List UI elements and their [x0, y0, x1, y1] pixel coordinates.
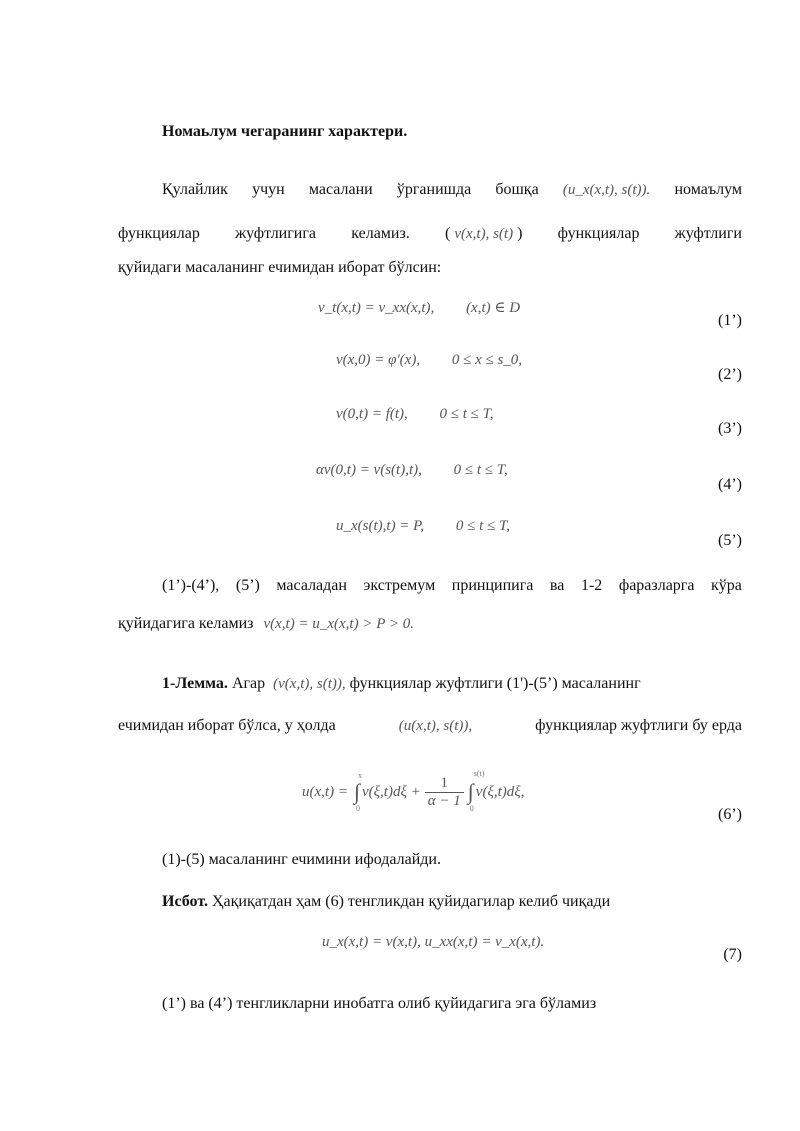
text-word: келамиз. — [351, 225, 410, 242]
inline-formula: (u_x(x,t), s(t)). — [562, 182, 651, 198]
inline-formula: v(x,t), s(t) — [454, 226, 514, 242]
text-word: ) — [517, 225, 523, 242]
inline-formula: (v(x,t), s(t)), — [273, 676, 346, 692]
integral-sign: ∫ s(t) 0 — [467, 769, 485, 813]
equation-6: u(x,t) = ∫ x 0 v(ξ,t)dξ + $\frac{1}{\alpha - 1}$ ∫ s(t) 0 v(ξ,t)dξ, — [302, 769, 525, 813]
text-word: ( — [445, 225, 451, 242]
paragraph-3: қуйидаги масаланинг ечимидан иборат бўлсин: — [118, 259, 442, 276]
lemma-label: 1-Лемма. — [162, 675, 228, 692]
text-word: ва — [549, 577, 565, 594]
proof-label: Исбот. — [162, 893, 208, 910]
text-word: Қулайлик — [162, 181, 228, 198]
section-heading: Номаьлум чегаранинг характери. — [162, 123, 408, 140]
text-word: Агар — [231, 675, 266, 692]
text-word: экстремум — [363, 577, 436, 594]
paragraph-2-line — [118, 224, 742, 244]
fraction: $\frac{1}{\alpha - 1}$ — [425, 775, 464, 810]
text-word: жуфтлиги — [674, 225, 742, 242]
inline-formula: (u(x,t), s(t)), — [398, 718, 473, 734]
text-word: функциялар — [118, 225, 200, 242]
text-word: ўрганишда — [396, 181, 472, 198]
inline-formula: v(x,t) = u_x(x,t) > P > 0. — [263, 616, 414, 632]
equation-1: v_t(x,t) = v_xx(x,t), (x,t) ∈ D — [318, 300, 521, 316]
text-run: функциялар жуфтлиги бу ерда — [535, 717, 742, 734]
equation-5: u_x(s(t),t) = P, 0 ≤ t ≤ T, — [336, 518, 511, 534]
text-run: қуйидагига келамиз — [118, 615, 254, 632]
paragraph-6-line — [118, 716, 742, 736]
equation-number: (2’) — [718, 366, 742, 383]
text-word: масалани — [308, 181, 373, 198]
text-run: ечимидан иборат бўлса, у ҳолда — [118, 717, 336, 734]
text-word: 1-2 — [580, 577, 603, 594]
text-word: жуфтлигига — [235, 225, 317, 242]
equation-number: (3’) — [718, 420, 742, 437]
equation-number: (1’) — [718, 312, 742, 329]
text-word: учун — [252, 181, 285, 198]
paragraph-1-line — [162, 180, 742, 200]
text-word: (1’)-(4’), — [162, 577, 220, 594]
lemma-line — [162, 674, 742, 694]
text-word: (5’) — [235, 577, 260, 594]
text-word: фаразларга — [618, 577, 695, 594]
equation-number: (7) — [723, 946, 742, 963]
paragraph-5 — [118, 614, 742, 634]
proof-line — [162, 892, 786, 912]
paragraph-7: (1)-(5) масаланинг ечимини ифодалайди. — [162, 851, 441, 868]
text-word: принципига — [451, 577, 534, 594]
paragraph-4-line — [162, 576, 742, 596]
text-word: функциялар — [557, 225, 640, 242]
equation-number: (4’) — [718, 476, 742, 493]
equation-number: (6’) — [718, 806, 742, 823]
text-run: Ҳақиқатдан ҳам (6) тенгликдан қуйидагилар келиб чиқади — [211, 893, 611, 910]
text-run: функциялар жуфтлиги (1')-(5’) масаланинг — [349, 675, 641, 692]
text-word: номаълум — [674, 181, 742, 198]
text-word: масаладан — [276, 577, 347, 594]
text-word: кўра — [711, 577, 742, 594]
text-word: бошқа — [495, 181, 539, 198]
integral-sign: ∫ x 0 — [353, 771, 362, 813]
equation-7: u_x(x,t) = v(x,t), u_xx(x,t) = v_x(x,t). — [322, 934, 545, 950]
paragraph-8: (1’) ва (4’) тенгликларни инобатга олиб қуйидагига эга бўламиз — [162, 995, 597, 1012]
equation-2: v(x,0) = φ'(x), 0 ≤ x ≤ s_0, — [336, 352, 523, 368]
equation-number: (5’) — [718, 532, 742, 549]
equation-3: v(0,t) = f(t), 0 ≤ t ≤ T, — [336, 406, 494, 422]
equation-4: αv(0,t) = v(s(t),t), 0 ≤ t ≤ T, — [316, 462, 508, 478]
